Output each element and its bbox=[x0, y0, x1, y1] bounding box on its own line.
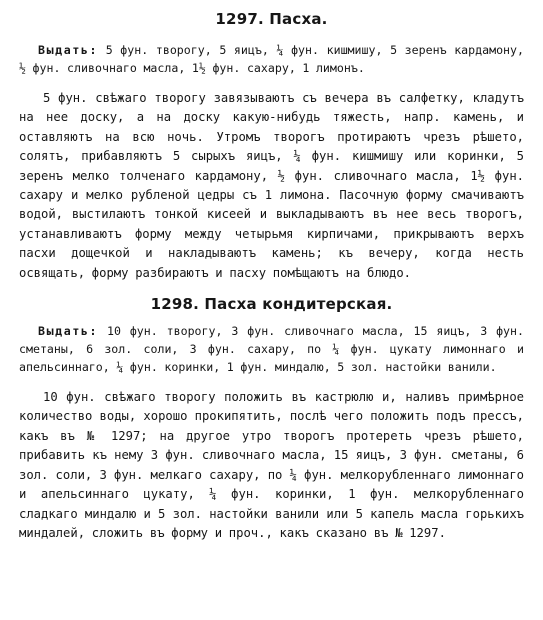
ingredients-text: 5 фун. творогу, 5 яицъ, ¼ фун. кишмишу, 5 зеренъ кардамону, ½ фун. сливочнаго масла, 1½ фун. сахару, 1 лимонъ. bbox=[19, 43, 524, 75]
ingredients-lead: Выдать: bbox=[38, 324, 99, 339]
ingredients-list bbox=[19, 322, 524, 376]
ingredients-text: 10 фун. творогу, 3 фун. сливочнаго масла, 15 яицъ, 3 фун. сметаны, 6 зол. соли, 3 фун. сахару, по ¼ фун. цукату лимоннаго и апельсиннаго, ¼ фун. коринки, 1 фун. миндалю, 5 зол. настойки ванили. bbox=[19, 324, 524, 375]
recipe-title: 1297. Пасха. bbox=[215, 10, 328, 28]
recipe-instructions: 10 фун. свѣжаго творогу положить въ кастрюлю и, наливъ примѣрное количество воды, хорошо прокипятить, послѣ чего положить подъ прессъ, какъ въ № 1297; на другое утро творогъ протереть чрезъ рѣшето, прибавить къ нему 3 фун. сливочнаго масла, 15 яицъ, 3 фун. сметаны, 6 зол. соли, 3 фун. мелкаго сахару, по ¼ фун. мелкорубленнаго лимоннаго и апельсиннаго цукату, ¼ фун. коринки, 1 фун. мелкорубленнаго сладкаго миндалю и 5 зол. настойки ванили или 5 капель масла горькихъ миндалей, сложить въ форму и проч., какъ сказано въ № 1297. bbox=[19, 390, 524, 540]
ingredients-lead: Выдать: bbox=[38, 43, 99, 57]
recipe-instructions: 5 фун. свѣжаго творогу завязываютъ съ вечера въ салфетку, кладутъ на нее доску, а на доску какую-нибудь тяжесть, напр. камень, и оставляютъ на всю ночь. Утромъ творогъ протираютъ чрезъ рѣшето, солятъ, прибавляютъ 5 сырыхъ яицъ, ¼ фун. кишмишу или коринки, 5 зеренъ мелко толченаго кардамону, ½ фун. сливочнаго масла, 1½ фун. сахару и мелко рубленой цедры съ 1 лимона. Пасочную форму смачиваютъ водой, выстилаютъ тонкой кисеей и выкладываютъ въ нее весь творогъ, устанавливаютъ форму между четырьмя кирпичами, прикрываютъ верхъ пасхи дощечкой и накладываютъ камень; къ вечеру, когда несть освящать, форму разбираютъ и пасху помѣщаютъ на блюдо. bbox=[19, 91, 524, 280]
ingredients-list bbox=[19, 41, 524, 77]
recipe-1297 bbox=[19, 10, 524, 283]
recipe-title: 1298. Пасха кондитерская. bbox=[150, 295, 393, 314]
recipe-1298 bbox=[19, 295, 524, 543]
